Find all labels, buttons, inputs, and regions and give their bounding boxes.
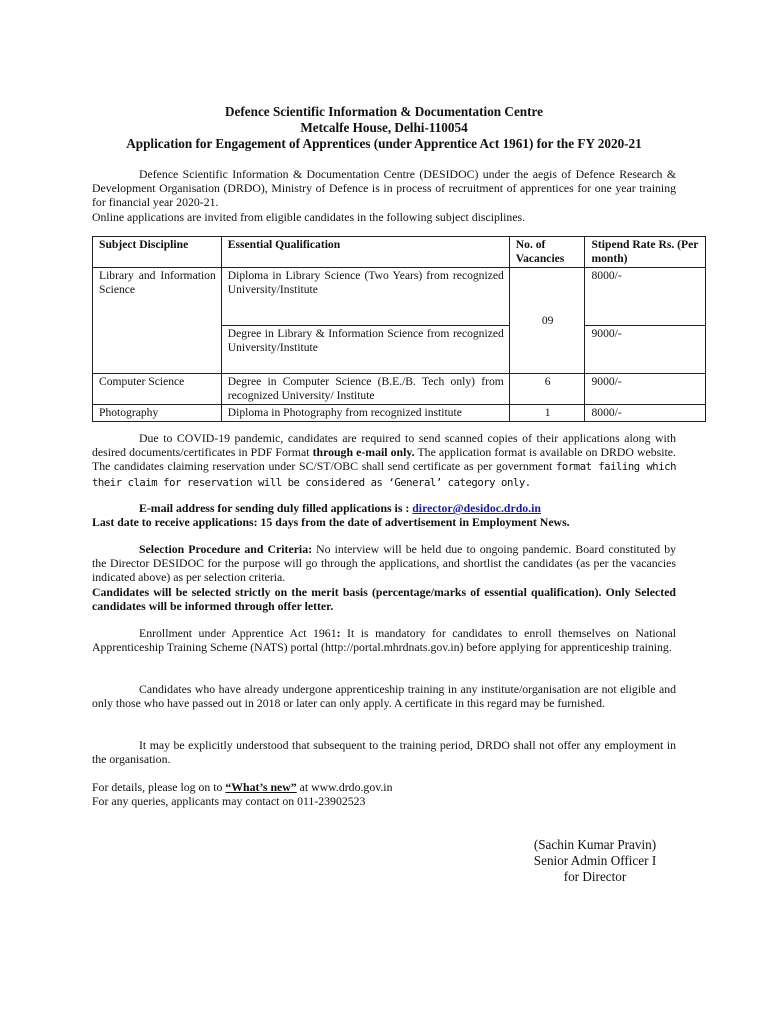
- intro-invitation: Online applications are invited from eligible candidates in the following subject disciplines.: [92, 209, 526, 224]
- cell-qualification: Diploma in Photography from recognized institute: [221, 405, 509, 422]
- cell-vacancies: 6: [509, 374, 585, 405]
- col-subject-header: Subject Discipline: [93, 237, 222, 268]
- email-link[interactable]: director@desidoc.drdo.in: [412, 501, 541, 515]
- cell-stipend: 8000/-: [585, 268, 706, 326]
- vacancy-table: [92, 236, 706, 422]
- cell-stipend: 9000/-: [585, 326, 706, 374]
- cell-qualification: Degree in Computer Science (B.E./B. Tech only) from recognized University/ Institute: [221, 374, 509, 405]
- intro-paragraph: Defence Scientific Information & Documentation Centre (DESIDOC) under the aegis of Defence Research & Development Organisation (DRDO), Ministry of Defence is in process of recruitment of apprentices for one year training for financial year 2020-21.: [92, 167, 676, 210]
- enrollment-section: Enrollment under Apprentice Act 1961: It is mandatory for candidates to enroll themselves on National Apprenticeship Training Scheme (NATS) portal (http://portal.mhrdnats.gov.in) before applying for apprenticeship training.: [92, 626, 676, 655]
- table-row: [93, 405, 706, 422]
- email-label: E-mail address for sending duly filled applications is :: [139, 501, 413, 515]
- email-section: [92, 501, 676, 529]
- last-date: Last date to receive applications: 15 days from the date of advertisement in Employment News.: [92, 515, 570, 530]
- col-vacancies-header: No. of Vacancies: [509, 237, 585, 268]
- queries-line: For any queries, applicants may contact on 011-23902523: [92, 794, 366, 809]
- col-stipend-header: Stipend Rate Rs. (Per month): [585, 237, 706, 268]
- selection-label: Selection Procedure and Criteria:: [139, 542, 313, 556]
- details-section: For details, please log on to “What’s new” at www.drdo.gov.in For any queries, applicants may contact on 011-23902523: [92, 780, 676, 808]
- signatory-name: (Sachin Kumar Pravin): [533, 837, 657, 852]
- table-row: [93, 268, 706, 326]
- col-qualification-header: Essential Qualification: [221, 237, 509, 268]
- cell-vacancies: 1: [509, 405, 585, 422]
- intro: [92, 167, 676, 224]
- cell-qualification: Degree in Library & Information Science from recognized University/Institute: [221, 326, 509, 374]
- cell-vacancies: 09: [509, 268, 585, 374]
- header-title: Application for Engagement of Apprentices (under Apprentice Act 1961) for the FY 2020-21: [126, 136, 642, 151]
- header-org: Defence Scientific Information & Documentation Centre: [224, 104, 544, 119]
- cell-stipend: 9000/-: [585, 374, 706, 405]
- table-header-row: [93, 237, 706, 268]
- header: [60, 104, 708, 152]
- signatory-for: for Director: [563, 869, 627, 884]
- header-address: Metcalfe House, Delhi-110054: [300, 120, 468, 135]
- reservation-note: format failing which their claim for reservation will be considered as ‘General’ category only.: [92, 461, 676, 489]
- whats-new-link[interactable]: “What’s new”: [225, 780, 297, 794]
- selection-section: Selection Procedure and Criteria: No interview will be held due to ongoing pandemic. Board constituted by the Director DESIDOC for the purpose will go through the applications, and shortlist the candidates (as per the vacancies indicated above) as per selection criteria. Candidates will be selected strictly on the merit basis (percentage/marks of essential qualification). Only Selected candidates will be informed through offer letter.: [92, 542, 676, 613]
- signature-block: [500, 837, 690, 885]
- covid-paragraph: Due to COVID-19 pandemic, candidates are required to send scanned copies of their applications along with desired documents/certificates in PDF Format through e-mail only. The application format is available on DRDO website. The candidates claiming reservation under SC/ST/OBC shall send certificate as per government format failing which their claim for reservation will be considered as ‘General’ category only.: [92, 431, 676, 489]
- cell-stipend: 8000/-: [585, 405, 706, 422]
- cell-qualification: Diploma in Library Science (Two Years) from recognized University/Institute: [221, 268, 509, 326]
- cell-subject: Library and Information Science: [93, 268, 222, 374]
- cell-subject: Photography: [93, 405, 222, 422]
- cell-subject: Computer Science: [93, 374, 222, 405]
- signatory-title: Senior Admin Officer I: [533, 853, 657, 868]
- table-row: [93, 374, 706, 405]
- selection-criteria: Candidates will be selected strictly on the merit basis (percentage/marks of essential qualification). Only Selected candidates will be informed through offer letter.: [92, 584, 676, 613]
- eligibility-section: Candidates who have already undergone apprenticeship training in any institute/organisation are not eligible and only those who have passed out in 2018 or later can only apply. A certificate in this regard may be furnished.: [92, 682, 676, 711]
- employment-section: It may be explicitly understood that subsequent to the training period, DRDO shall not offer any employment in the organisation.: [92, 738, 676, 767]
